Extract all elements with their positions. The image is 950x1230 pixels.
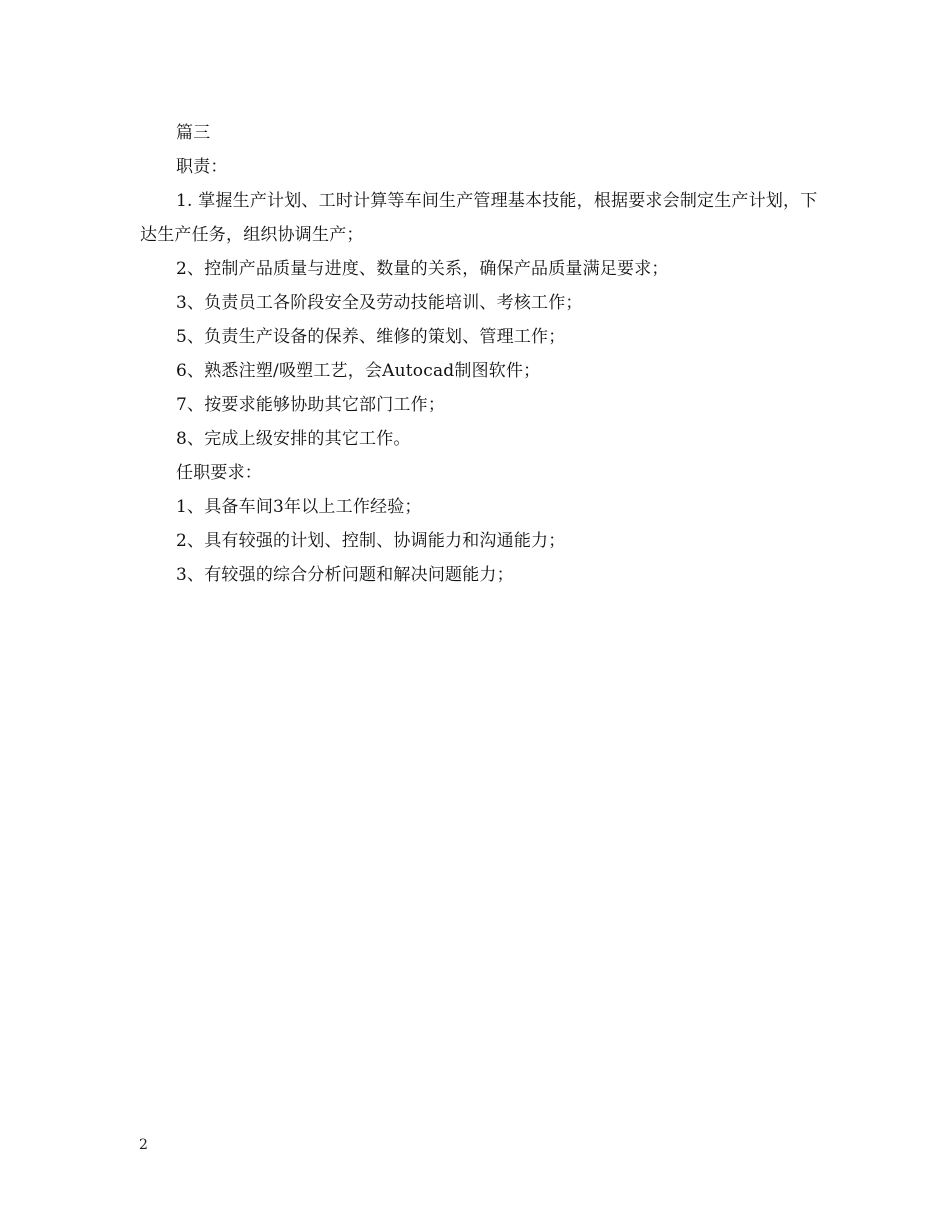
duty-item: 7、按要求能够协助其它部门工作； bbox=[176, 395, 446, 415]
document-body bbox=[140, 116, 820, 592]
duty-item: 1. 掌握生产计划、工时计算等车间生产管理基本技能，根据要求会制定生产计划，下达生产任务，组织协调生产； bbox=[140, 191, 818, 245]
page-number: 2 bbox=[139, 1137, 148, 1153]
requirement-item: 1、具备车间3年以上工作经验； bbox=[176, 497, 422, 517]
duties-title: 职责： bbox=[176, 157, 228, 177]
requirement-item: 2、具有较强的计划、控制、协调能力和沟通能力； bbox=[176, 531, 566, 551]
duty-item: 5、负责生产设备的保养、维修的策划、管理工作； bbox=[176, 327, 566, 347]
duty-item: 6、熟悉注塑/吸塑工艺，会Autocad制图软件； bbox=[176, 361, 541, 381]
duty-item: 3、负责员工各阶段安全及劳动技能培训、考核工作； bbox=[176, 293, 583, 313]
duty-item: 2、控制产品质量与进度、数量的关系，确保产品质量满足要求； bbox=[176, 259, 669, 279]
requirement-item: 3、有较强的综合分析问题和解决问题能力； bbox=[176, 565, 514, 585]
requirements-title: 任职要求： bbox=[176, 463, 262, 483]
section-heading: 篇三 bbox=[176, 123, 211, 143]
duty-item: 8、完成上级安排的其它工作。 bbox=[176, 429, 411, 449]
